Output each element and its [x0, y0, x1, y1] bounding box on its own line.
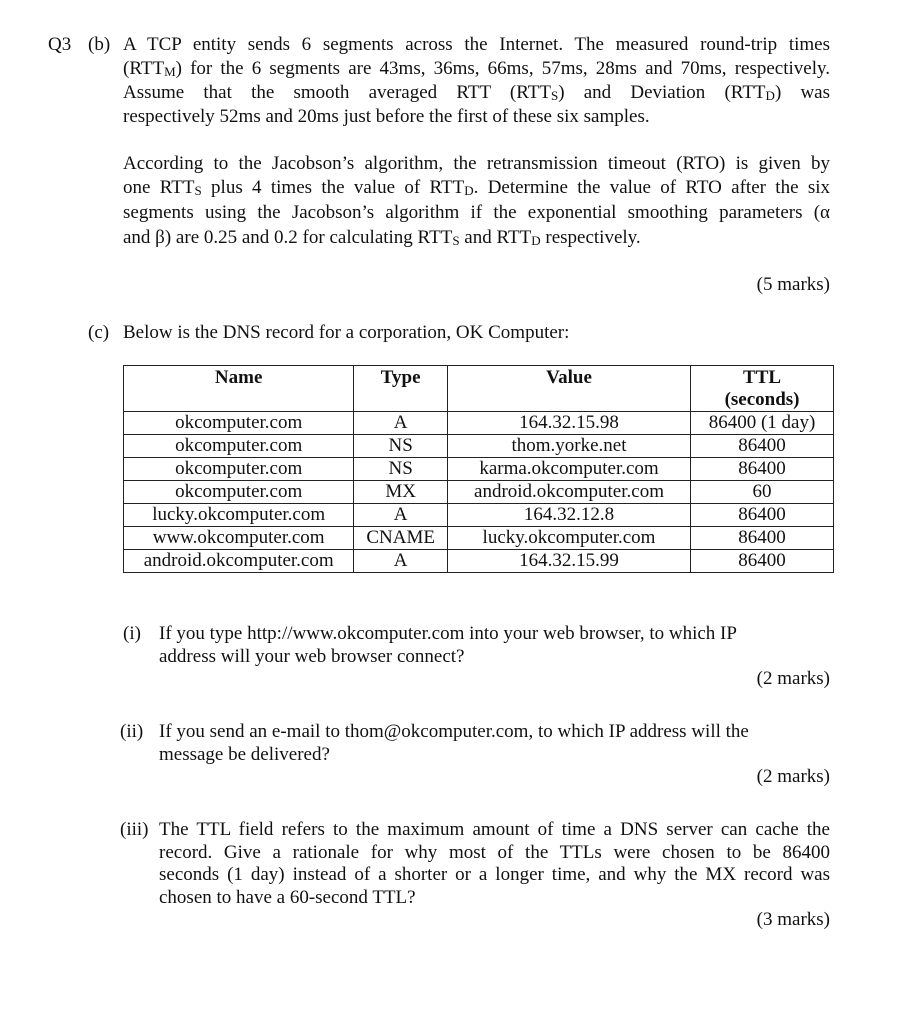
table-row: [124, 550, 834, 573]
part-b-line-4: respectively 52ms and 20ms just before the first of these six samples.: [123, 106, 650, 127]
cell-name: okcomputer.com: [124, 412, 354, 435]
header-ttl-line2: (seconds): [724, 389, 800, 410]
cell-name: okcomputer.com: [124, 458, 354, 481]
question-number: Q3: [48, 34, 72, 55]
cell-type: A: [354, 504, 448, 527]
part-b-marks: (5 marks): [756, 274, 830, 295]
part-c-intro: Below is the DNS record for a corporation, OK Computer:: [123, 322, 570, 343]
part-c-iii-marks: (3 marks): [756, 909, 830, 930]
part-b-line-6: one $RTT_S$ plus 4 times the value of $RTT_D$. Determine the value of RTO after the six: [123, 177, 830, 198]
part-c-i-label: (i): [123, 623, 141, 644]
cell-value: karma.okcomputer.com: [447, 458, 690, 481]
cell-type: CNAME: [354, 527, 448, 550]
cell-ttl: 86400: [691, 527, 834, 550]
part-b-line-5: According to the Jacobson’s algorithm, the retransmission timeout (RTO) is given by: [123, 153, 830, 174]
part-c-i-marks: (2 marks): [756, 668, 830, 689]
cell-ttl: 86400 (1 day): [691, 412, 834, 435]
cell-ttl: 86400: [691, 435, 834, 458]
cell-name: android.okcomputer.com: [124, 550, 354, 573]
cell-name: okcomputer.com: [124, 435, 354, 458]
part-c-ii-line-1: If you send an e-mail to thom@okcomputer.com, to which IP address will the: [159, 721, 749, 742]
cell-value: 164.32.15.99: [447, 550, 690, 573]
part-c-iii-label: (iii): [120, 819, 149, 840]
part-c-ii-line-2: message be delivered?: [159, 744, 330, 765]
cell-value: thom.yorke.net: [447, 435, 690, 458]
table-row: [124, 527, 834, 550]
cell-type: NS: [354, 458, 448, 481]
table-header-row: [124, 366, 834, 412]
part-c-iii-line-4: chosen to have a 60-second TTL?: [159, 887, 416, 908]
header-ttl-line1: TTL: [743, 367, 782, 388]
part-b-line-3: Assume that the smooth averaged RTT $(RTT_S)$ and Deviation $(RTT_D)$ was: [123, 82, 830, 103]
table-row: [124, 435, 834, 458]
table-row: [124, 481, 834, 504]
part-c-ii-label: (ii): [120, 721, 144, 742]
part-c-iii-line-2: record. Give a rationale for why most of the TTLs were chosen to be 86400: [159, 842, 830, 863]
part-b-line-8: and β) are 0.25 and 0.2 for calculating $RTT_S$ and $RTT_D$ respectively.: [123, 227, 641, 248]
table-row: [124, 412, 834, 435]
part-c-iii-line-1: The TTL field refers to the maximum amount of time a DNS server can cache the: [159, 819, 830, 840]
header-ttl: [691, 366, 834, 412]
header-value: Value: [447, 366, 690, 412]
dns-record-table: [123, 365, 834, 573]
part-c-iii-line-3: seconds (1 day) instead of a shorter or a longer time, and why the MX record was: [159, 864, 830, 885]
cell-value: lucky.okcomputer.com: [447, 527, 690, 550]
cell-ttl: 86400: [691, 458, 834, 481]
part-c-ii-marks: (2 marks): [756, 766, 830, 787]
cell-name: okcomputer.com: [124, 481, 354, 504]
cell-value: 164.32.12.8: [447, 504, 690, 527]
part-b-line-2: $(RTT_M)$ for the 6 segments are 43ms, 36ms, 66ms, 57ms, 28ms and 70ms, respectively.: [123, 58, 830, 79]
cell-value: android.okcomputer.com: [447, 481, 690, 504]
part-c-i-line-1: If you type http://www.okcomputer.com into your web browser, to which IP: [159, 623, 737, 644]
header-name: Name: [124, 366, 354, 412]
header-type: Type: [354, 366, 448, 412]
cell-type: NS: [354, 435, 448, 458]
part-b-label: (b): [88, 34, 111, 55]
cell-value: 164.32.15.98: [447, 412, 690, 435]
part-c-i-line-2: address will your web browser connect?: [159, 646, 465, 667]
table-row: [124, 504, 834, 527]
part-b-line-7: segments using the Jacobson’s algorithm if the exponential smoothing parameters (α: [123, 202, 830, 223]
cell-name: www.okcomputer.com: [124, 527, 354, 550]
table-row: [124, 458, 834, 481]
cell-ttl: 86400: [691, 550, 834, 573]
cell-name: lucky.okcomputer.com: [124, 504, 354, 527]
cell-type: MX: [354, 481, 448, 504]
part-b-line-1: A TCP entity sends 6 segments across the Internet. The measured round-trip times: [123, 34, 830, 55]
cell-type: A: [354, 412, 448, 435]
part-c-label: (c): [88, 322, 110, 343]
cell-ttl: 60: [691, 481, 834, 504]
cell-ttl: 86400: [691, 504, 834, 527]
cell-type: A: [354, 550, 448, 573]
